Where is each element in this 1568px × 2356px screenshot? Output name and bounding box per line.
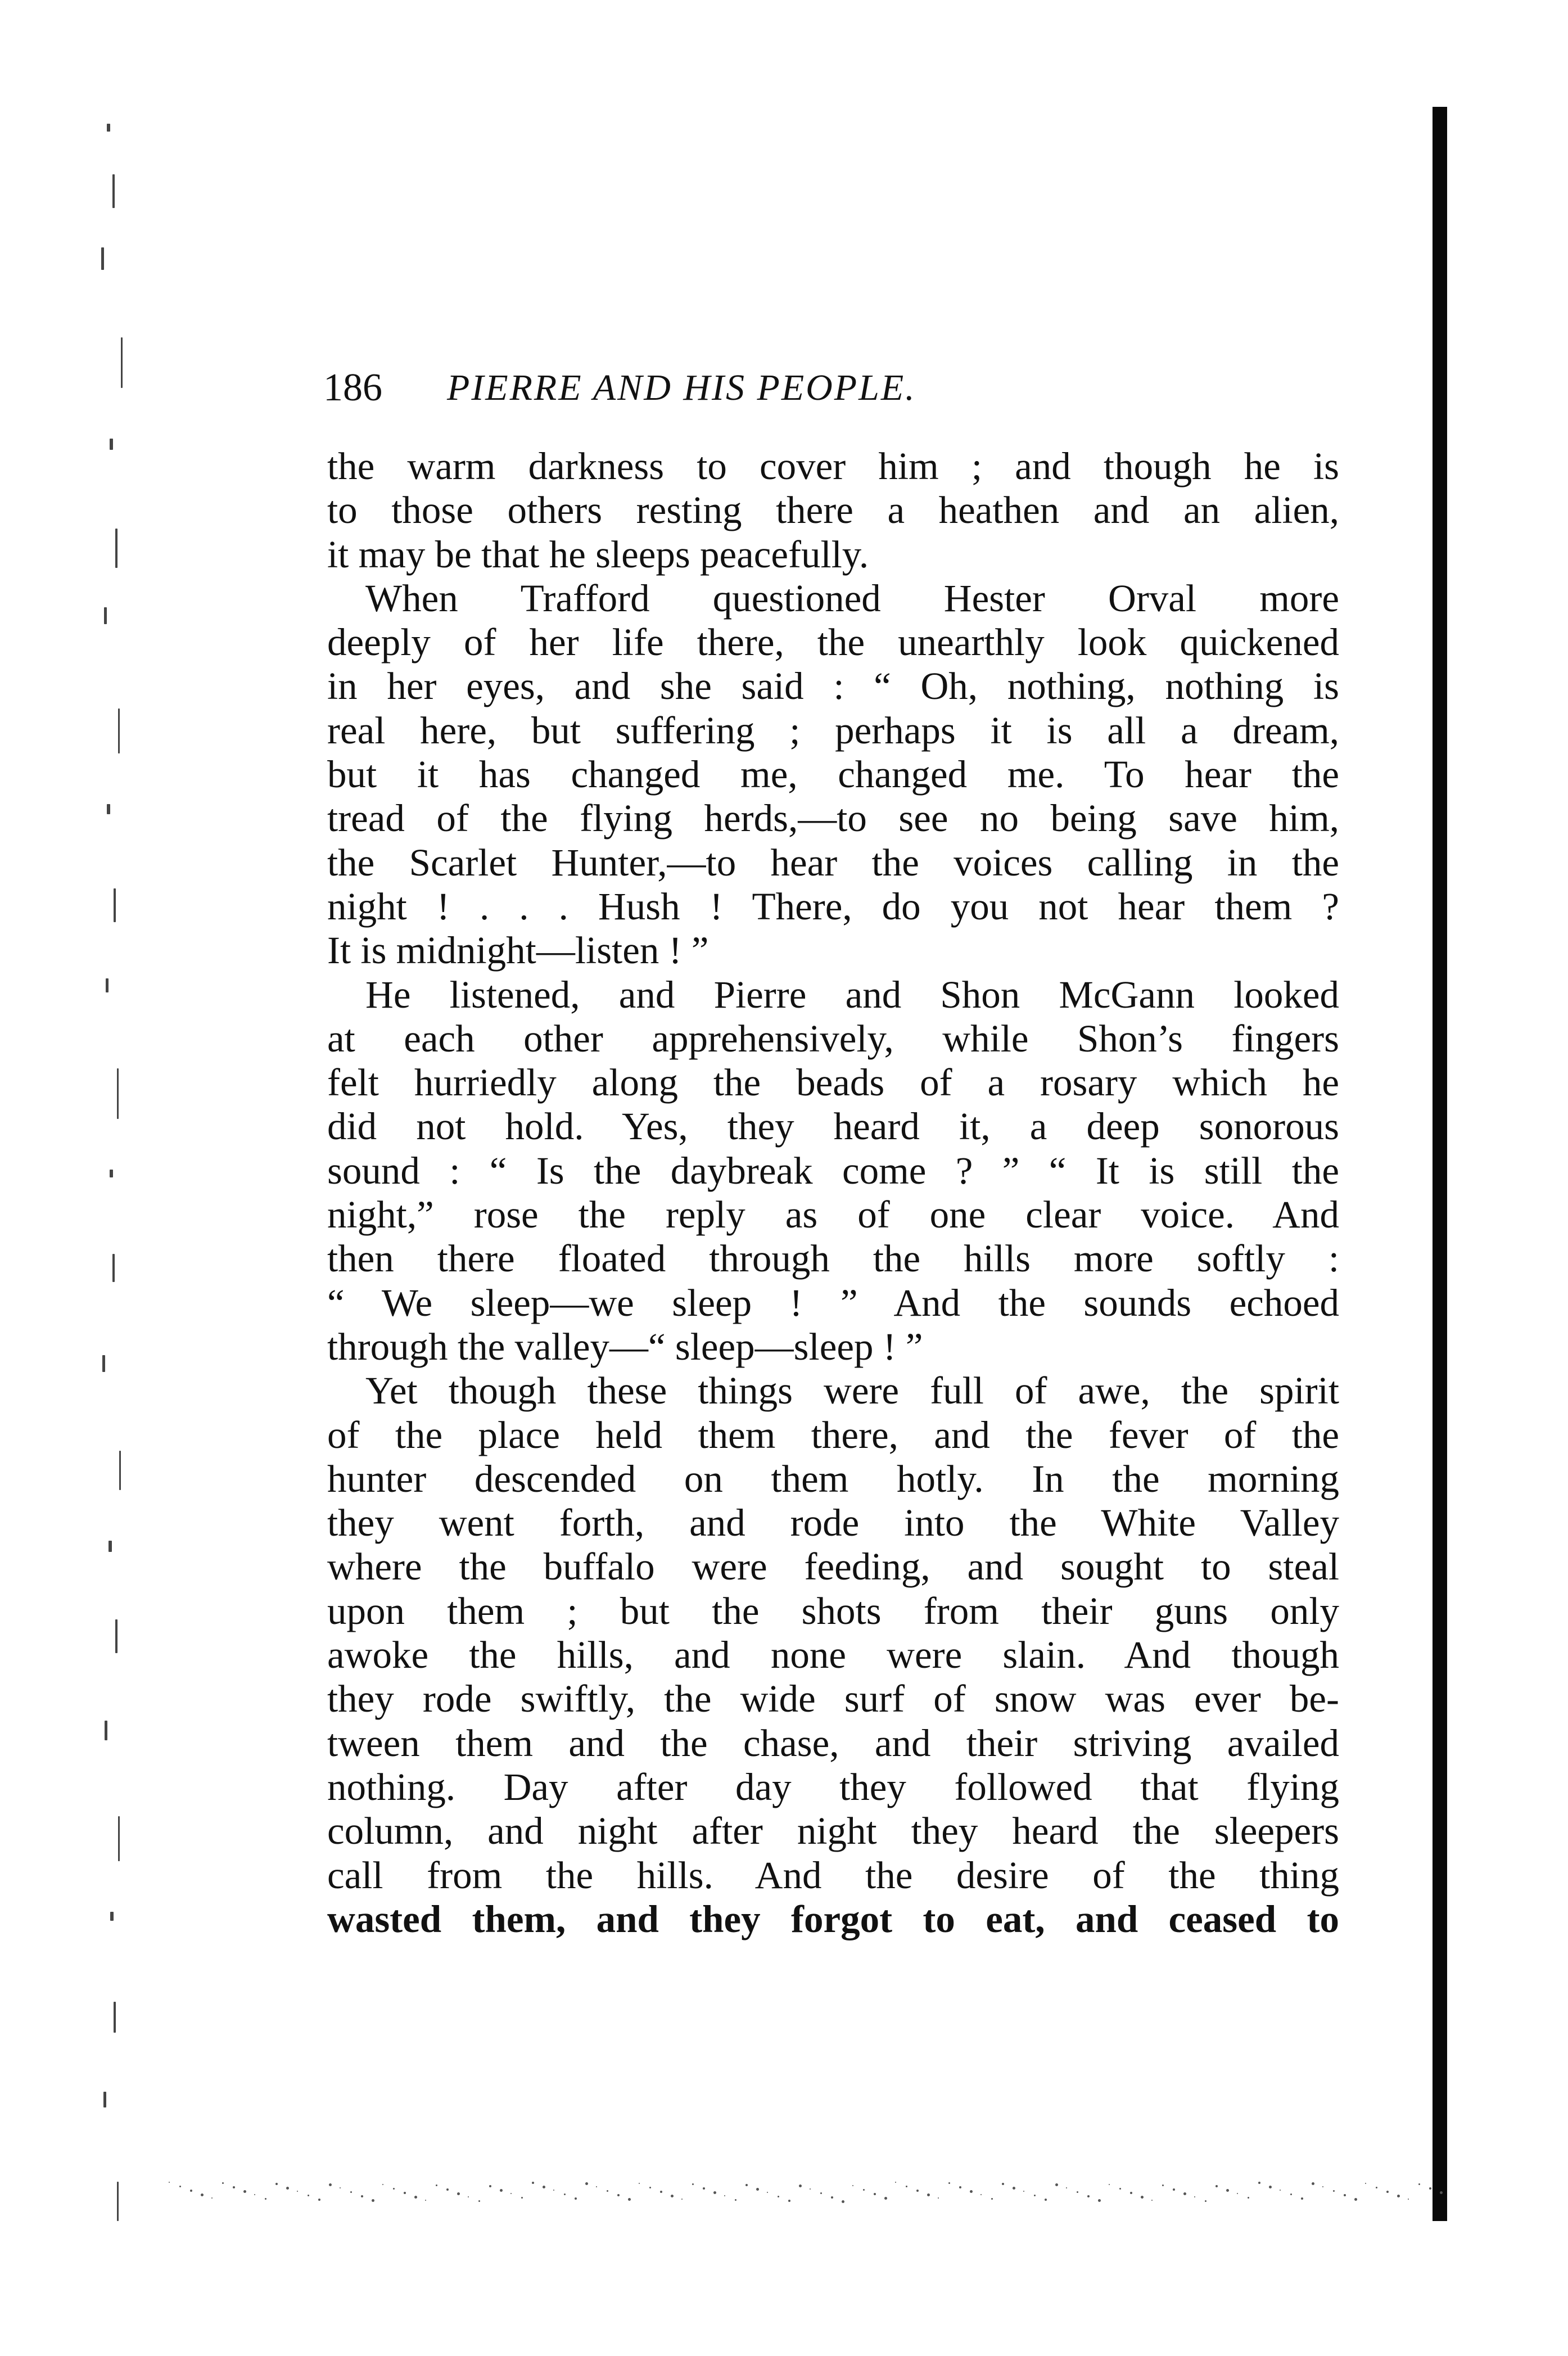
scan-speck <box>117 2182 119 2221</box>
scan-dot <box>649 2187 651 2188</box>
text-line: “ We sleep—we sleep ! ” And the sounds echoed <box>327 1281 1339 1324</box>
scan-dot <box>1301 2197 1303 2200</box>
scan-speck <box>115 529 118 568</box>
text-line: tread of the flying herds,—to see no being save him, <box>327 797 1339 840</box>
scan-speck <box>110 1912 114 1921</box>
scan-dot <box>1077 2191 1078 2193</box>
scan-speck <box>110 1170 113 1177</box>
scan-dot <box>1237 2193 1238 2194</box>
scan-dot <box>1034 2195 1036 2196</box>
scan-dot <box>681 2199 683 2200</box>
scan-dot <box>820 2192 822 2194</box>
scan-dot <box>350 2191 352 2193</box>
text-line: they rode swiftly, the wide surf of snow was ever be- <box>327 1677 1339 1721</box>
scan-dot <box>1258 2182 1260 2184</box>
scan-dot <box>308 2195 309 2196</box>
scan-dot <box>1354 2198 1357 2201</box>
scan-dot <box>543 2186 545 2188</box>
scan-dot <box>617 2194 620 2196</box>
scan-speck <box>103 2092 106 2107</box>
text-line: nothing. Day after day they followed that flying <box>327 1765 1339 1808</box>
text-line: they went forth, and rode into the White Valley <box>327 1501 1339 1545</box>
scan-dot <box>660 2191 662 2193</box>
scan-speck <box>119 1451 121 1490</box>
scan-speck <box>107 804 110 814</box>
scan-dot <box>532 2182 534 2184</box>
scan-dot <box>1119 2188 1121 2190</box>
scan-speck <box>101 247 104 270</box>
scan-dot <box>233 2186 235 2188</box>
scan-speck <box>112 174 115 208</box>
scan-dot <box>1141 2196 1144 2199</box>
scan-dot <box>692 2183 694 2185</box>
scan-speck <box>109 1541 112 1552</box>
scan-dot <box>1151 2200 1153 2201</box>
scan-dot <box>842 2200 844 2203</box>
body-text <box>327 444 1339 1941</box>
text-line: hunter descended on them hotly. In the morning <box>327 1457 1339 1500</box>
scan-dot <box>1055 2183 1058 2186</box>
text-line: the warm darkness to cover him ; and though he is <box>327 445 1339 488</box>
text-line: wasted them, and they forgot to eat, and ceased to <box>327 1897 1339 1940</box>
text-line: tween them and the chase, and their striving availed <box>327 1721 1339 1764</box>
text-line: column, and night after night they heard the sleepers <box>327 1809 1339 1853</box>
scan-dot <box>500 2189 503 2192</box>
page-edge-rule <box>1433 107 1447 2221</box>
scan-dot <box>446 2188 449 2191</box>
scan-dot <box>275 2183 278 2185</box>
scan-dot <box>756 2188 759 2191</box>
scan-dot <box>810 2188 811 2190</box>
scan-dot <box>1013 2187 1015 2190</box>
scan-speck <box>106 978 109 992</box>
scan-dot <box>906 2186 907 2187</box>
scan-dot <box>564 2193 566 2195</box>
text-line: It is midnight—listen ! ” <box>327 929 709 972</box>
scan-dot <box>970 2190 973 2193</box>
scan-dot <box>1312 2182 1314 2185</box>
scan-dot <box>1386 2191 1389 2193</box>
scan-dot <box>286 2187 289 2190</box>
scan-dot <box>1365 2183 1366 2184</box>
scan-dot <box>788 2200 790 2202</box>
scan-dot <box>190 2190 192 2192</box>
text-line: then there floated through the hills more softly : <box>327 1237 1339 1280</box>
scan-noise-strip <box>169 2182 1450 2204</box>
text-line: to those others resting there a heathen and an alien, <box>327 489 1339 532</box>
scan-speck <box>110 439 113 450</box>
scan-speck <box>112 1254 115 1282</box>
text-line: where the buffalo were feeding, and sought to steal <box>327 1545 1339 1588</box>
scan-dot <box>382 2184 383 2185</box>
scan-speck <box>115 1619 118 1653</box>
scan-dot <box>1205 2200 1206 2202</box>
scan-dot <box>1183 2192 1186 2195</box>
scan-dot <box>596 2186 597 2187</box>
scan-dot <box>927 2193 930 2196</box>
scan-dot <box>436 2185 437 2186</box>
scan-dot <box>179 2186 181 2187</box>
scan-dot <box>468 2196 469 2197</box>
scan-dot <box>778 2196 779 2197</box>
scan-dot <box>1376 2187 1377 2188</box>
scan-dot <box>361 2195 363 2197</box>
scan-dot <box>340 2187 341 2188</box>
page-number: 186 <box>323 366 382 409</box>
scan-speck <box>114 888 116 922</box>
scan-dot <box>489 2185 491 2187</box>
scan-dot <box>318 2199 320 2201</box>
scan-dot <box>1162 2185 1164 2186</box>
scan-dot <box>916 2190 919 2192</box>
scan-dot <box>767 2192 768 2193</box>
scan-dot <box>628 2198 631 2201</box>
scan-dot <box>1045 2199 1047 2201</box>
scan-dot <box>948 2182 950 2184</box>
text-line: sound : “ Is the daybreak come ? ” “ It is still the <box>327 1149 1339 1192</box>
running-head: PIERRE AND HIS PEOPLE. <box>447 367 916 408</box>
scan-dot <box>884 2197 887 2200</box>
text-line: night ! . . . Hush ! There, do you not hear them ? <box>327 884 1339 928</box>
scan-speck <box>121 337 123 388</box>
scan-dot <box>713 2191 716 2194</box>
scan-dot <box>425 2200 426 2201</box>
text-line: awoke the hills, and none were slain. And though <box>327 1633 1339 1677</box>
text-line: call from the hills. And the desire of the thing <box>327 1853 1339 1897</box>
scan-dot <box>1269 2186 1272 2188</box>
text-line: Yet though these things were full of awe, the spirit <box>365 1369 1339 1412</box>
scan-dot <box>671 2195 674 2197</box>
text-line: the Scarlet Hunter,—to hear the voices calling in the <box>327 841 1339 884</box>
scan-dot <box>1002 2183 1004 2185</box>
text-line: in her eyes, and she said : “ Oh, nothing, nothing is <box>327 665 1339 708</box>
scan-dot <box>1226 2189 1229 2192</box>
scan-speck <box>114 2002 116 2033</box>
scan-dot <box>639 2183 640 2184</box>
scan-dot <box>1098 2199 1101 2202</box>
text-line: but it has changed me, changed me. To hear the <box>327 753 1339 796</box>
scan-dot <box>735 2199 736 2201</box>
text-line: it may be that he sleeps peacefully. <box>327 532 869 576</box>
scan-speck <box>102 1355 105 1372</box>
scan-speck <box>107 124 110 132</box>
scan-dot <box>724 2195 725 2196</box>
scan-dot <box>211 2197 213 2199</box>
scan-dot <box>575 2197 577 2200</box>
text-line: deeply of her life there, the unearthly look quickened <box>327 621 1339 664</box>
scan-dot <box>372 2199 374 2202</box>
scan-dot <box>874 2193 876 2195</box>
scan-dot <box>553 2190 554 2191</box>
scan-dot <box>201 2193 204 2196</box>
scan-dot <box>169 2182 170 2183</box>
scan-dot <box>607 2190 608 2192</box>
scan-dot <box>1408 2199 1409 2200</box>
scan-dot <box>938 2197 939 2199</box>
scan-speck <box>105 1721 107 1740</box>
scan-dot <box>1429 2187 1431 2190</box>
scan-dot <box>265 2198 266 2200</box>
scan-dot <box>863 2189 865 2191</box>
scan-speck <box>117 1068 119 1119</box>
scan-speck <box>118 1816 120 1861</box>
scan-dot <box>1397 2195 1400 2197</box>
scan-dot <box>852 2185 853 2186</box>
text-line: He listened, and Pierre and Shon McGann looked <box>365 973 1339 1016</box>
scan-dot <box>799 2185 802 2187</box>
scan-dot <box>831 2196 833 2199</box>
scan-dot <box>1344 2194 1346 2196</box>
scan-dot <box>1418 2183 1420 2185</box>
scan-dot <box>1173 2188 1175 2191</box>
scan-dot <box>254 2194 255 2195</box>
scan-dot <box>1248 2197 1249 2199</box>
text-line: of the place held them there, and the fever of the <box>327 1413 1339 1456</box>
scan-dot <box>1333 2190 1335 2192</box>
scan-dot <box>1280 2190 1281 2191</box>
scan-dot <box>297 2191 298 2192</box>
scan-dot <box>457 2192 460 2195</box>
scan-dot <box>959 2186 961 2188</box>
scan-dot <box>510 2193 512 2194</box>
scan-dot <box>1087 2195 1090 2197</box>
scan-dot <box>243 2190 246 2193</box>
scan-dot <box>703 2187 705 2190</box>
page-header <box>323 360 1335 416</box>
scan-dot <box>1215 2185 1218 2187</box>
scan-dot <box>745 2184 748 2186</box>
text-line: upon them ; but the shots from their guns only <box>327 1589 1339 1632</box>
text-line: felt hurriedly along the beads of a rosary which he <box>327 1061 1339 1104</box>
scan-dot <box>585 2182 588 2185</box>
scan-dot <box>414 2196 417 2199</box>
scan-dot <box>1109 2184 1110 2185</box>
scan-dot <box>991 2198 993 2200</box>
scan-dot <box>1023 2191 1024 2192</box>
scan-dot <box>222 2182 224 2184</box>
text-line: When Trafford questioned Hester Orval more <box>365 576 1339 620</box>
scan-dot <box>980 2194 982 2195</box>
scan-dot <box>1066 2187 1067 2188</box>
scan-dot <box>895 2182 896 2183</box>
binding-gutter-marks <box>90 101 157 2266</box>
text-line: at each other apprehensively, while Shon’s fingers <box>327 1017 1339 1060</box>
scan-dot <box>1194 2196 1195 2197</box>
scan-dot <box>478 2200 480 2202</box>
text-line: through the valley—“ sleep—sleep ! ” <box>327 1325 923 1368</box>
text-line: did not hold. Yes, they heard it, a deep sonorous <box>327 1105 1339 1148</box>
scan-dot <box>1290 2193 1292 2195</box>
scan-dot <box>393 2188 395 2190</box>
scan-dot <box>1130 2192 1132 2194</box>
scan-dot <box>1322 2186 1323 2187</box>
text-line: night,” rose the reply as of one clear voice. And <box>327 1193 1339 1236</box>
scan-speck <box>104 607 107 624</box>
scan-dot <box>1440 2191 1443 2194</box>
scan-dot <box>329 2183 332 2186</box>
scan-dot <box>404 2192 406 2194</box>
scan-speck <box>118 708 120 753</box>
text-line: real here, but suffering ; perhaps it is all a dream, <box>327 708 1339 752</box>
scan-dot <box>521 2197 523 2199</box>
